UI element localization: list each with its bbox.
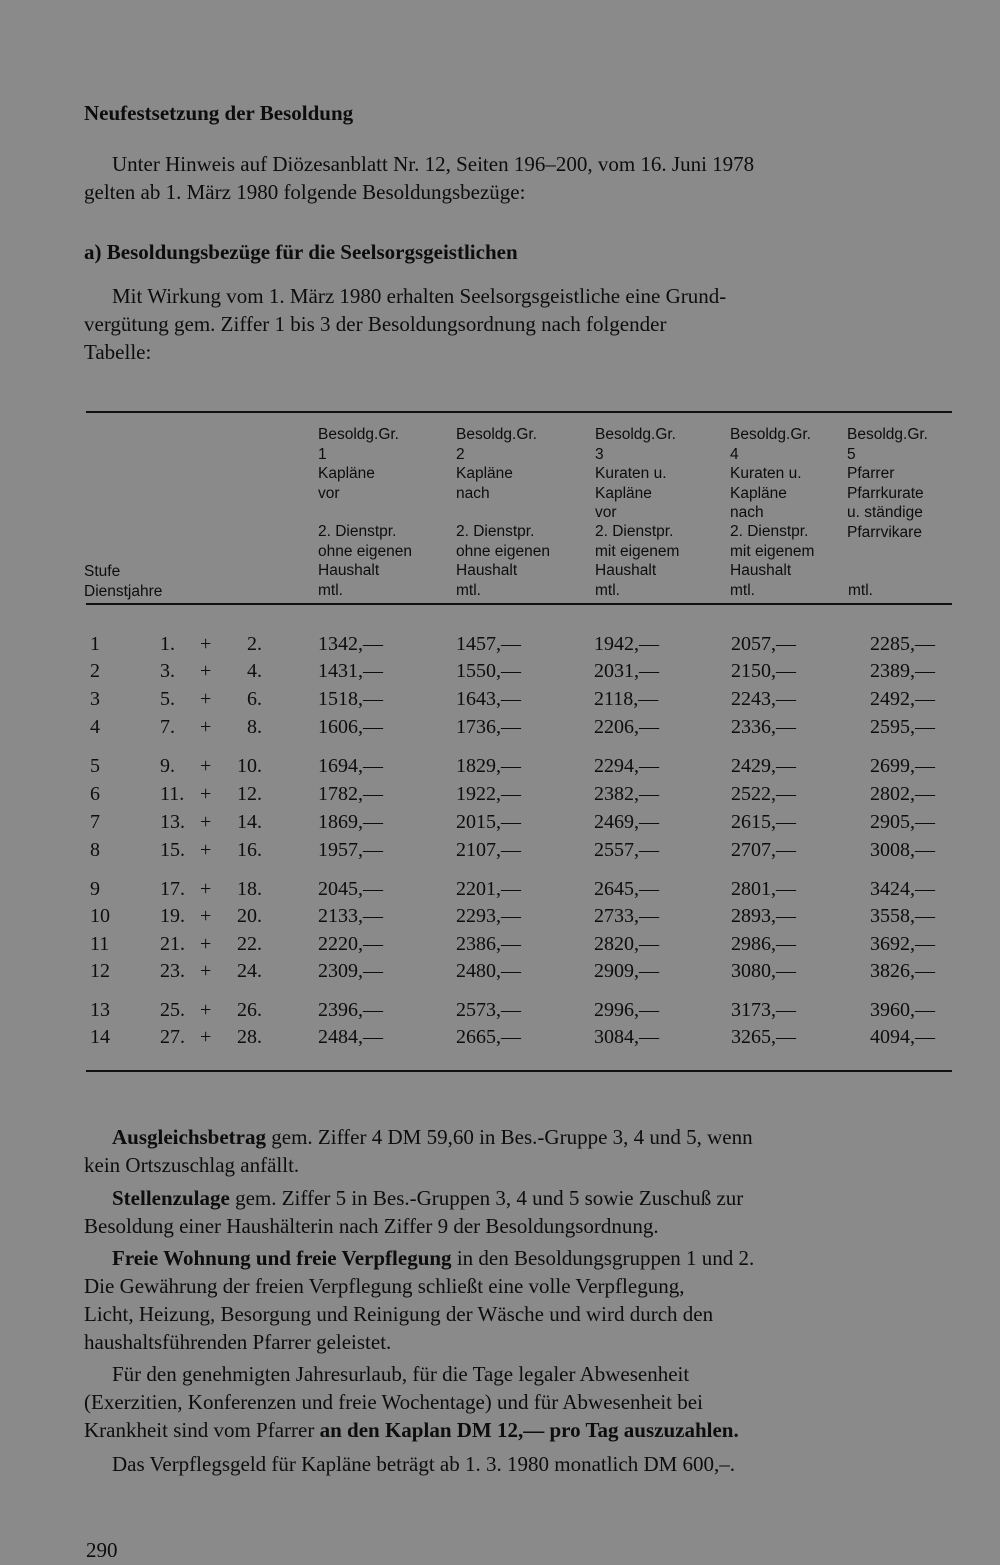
table-row <box>0 839 1000 866</box>
salary-cell-gr2: 1922,— <box>456 783 521 805</box>
salary-cell-gr2: 2386,— <box>456 933 521 955</box>
stub-header <box>84 562 162 601</box>
salary-cell-gr5: 2595,— <box>870 716 935 738</box>
stufe-cell: 3 <box>90 688 100 710</box>
table-row <box>0 999 1000 1026</box>
salary-cell-gr1: 2484,— <box>318 1026 383 1048</box>
note-wohnung-bold: Freie Wohnung und freie Verpflegung <box>112 1246 452 1270</box>
salary-cell-gr1: 2220,— <box>318 933 383 955</box>
col-header-3-bottom: 2. Dienstpr. mit eigenem Haushalt mtl. <box>595 523 680 599</box>
table-row <box>0 1026 1000 1053</box>
salary-cell-gr4: 2243,— <box>731 688 796 710</box>
plus-sign: + <box>200 716 212 738</box>
plus-sign: + <box>200 688 212 710</box>
stufe-cell: 8 <box>90 839 100 861</box>
dienstjahr-end-cell: 14. <box>237 811 262 833</box>
salary-cell-gr1: 2133,— <box>318 905 383 927</box>
salary-cell-gr2: 1550,— <box>456 660 521 682</box>
note-wohnung-line-4: haushaltsführenden Pfarrer geleistet. <box>84 1330 392 1354</box>
note-wohnung-line-2: Die Gewährung der freien Verpflegung schließt eine volle Verpflegung, <box>84 1274 685 1298</box>
salary-cell-gr3: 2031,— <box>594 660 659 682</box>
salary-cell-gr3: 3084,— <box>594 1026 659 1048</box>
col-header-1-bottom: 2. Dienstpr. ohne eigenen Haushalt mtl. <box>318 523 412 599</box>
table-row <box>0 960 1000 987</box>
stufe-cell: 14 <box>90 1026 110 1048</box>
table-row <box>0 905 1000 932</box>
plus-sign: + <box>200 960 212 982</box>
stufe-cell: 6 <box>90 783 100 805</box>
table-row <box>0 716 1000 743</box>
salary-cell-gr5: 3826,— <box>870 960 935 982</box>
salary-cell-gr3: 2733,— <box>594 905 659 927</box>
note-stellenzulage-bold: Stellenzulage <box>112 1186 230 1210</box>
table-row <box>0 933 1000 960</box>
table-row <box>0 811 1000 838</box>
salary-cell-gr4: 2893,— <box>731 905 796 927</box>
salary-cell-gr5: 2492,— <box>870 688 935 710</box>
salary-cell-gr2: 2201,— <box>456 878 521 900</box>
note-urlaub <box>84 1360 952 1444</box>
stufe-cell: 5 <box>90 755 100 777</box>
dienstjahr-end-cell: 6. <box>247 688 262 710</box>
salary-cell-gr2: 2107,— <box>456 839 521 861</box>
section-a-line-3: Tabelle: <box>84 340 152 364</box>
dienstjahr-start-cell: 9. <box>160 755 175 777</box>
salary-cell-gr4: 2707,— <box>731 839 796 861</box>
dienstjahr-start-cell: 27. <box>160 1026 185 1048</box>
col-header-4-bottom: 2. Dienstpr. mit eigenem Haushalt mtl. <box>730 523 815 599</box>
stufe-cell: 7 <box>90 811 100 833</box>
salary-cell-gr3: 2294,— <box>594 755 659 777</box>
salary-cell-gr5: 3692,— <box>870 933 935 955</box>
salary-cell-gr3: 2469,— <box>594 811 659 833</box>
salary-cell-gr1: 2045,— <box>318 878 383 900</box>
plus-sign: + <box>200 999 212 1021</box>
salary-cell-gr1: 1869,— <box>318 811 383 833</box>
plus-sign: + <box>200 811 212 833</box>
stufe-cell: 4 <box>90 716 100 738</box>
plus-sign: + <box>200 783 212 805</box>
col-header-5-bottom: mtl. <box>848 582 873 599</box>
salary-cell-gr1: 1342,— <box>318 633 383 655</box>
plus-sign: + <box>200 1026 212 1048</box>
table-row <box>0 633 1000 660</box>
dienstjahr-start-cell: 15. <box>160 839 185 861</box>
note-verpflegsgeld <box>84 1450 952 1478</box>
table-row <box>0 783 1000 810</box>
dienstjahr-end-cell: 22. <box>237 933 262 955</box>
plus-sign: + <box>200 660 212 682</box>
salary-cell-gr3: 1942,— <box>594 633 659 655</box>
dienstjahr-start-cell: 23. <box>160 960 185 982</box>
intro-line-1: Unter Hinweis auf Diözesanblatt Nr. 12, Seiten 196–200, vom 16. Juni 1978 <box>112 152 755 176</box>
note-stellenzulage-line-1: gem. Ziffer 5 in Bes.-Gruppen 3, 4 und 5 sowie Zuschuß zur <box>229 1186 744 1210</box>
table-row <box>0 688 1000 715</box>
stufe-cell: 2 <box>90 660 100 682</box>
intro-paragraph <box>84 150 952 206</box>
col-header-2-top: Besoldg.Gr. 2 Kapläne nach <box>456 426 537 502</box>
col-header-3-top: Besoldg.Gr. 3 Kuraten u. Kapläne vor <box>595 426 676 521</box>
note-ausgleichsbetrag-line-1: gem. Ziffer 4 DM 59,60 in Bes.-Gruppe 3, 4 und 5, wenn <box>266 1125 753 1149</box>
dienstjahr-end-cell: 8. <box>247 716 262 738</box>
stufe-cell: 11 <box>90 933 110 955</box>
stufe-cell: 12 <box>90 960 110 982</box>
salary-cell-gr3: 2206,— <box>594 716 659 738</box>
note-wohnung-line-1: in den Besoldungsgruppen 1 und 2. <box>451 1246 755 1270</box>
salary-cell-gr4: 2522,— <box>731 783 796 805</box>
salary-cell-gr1: 1694,— <box>318 755 383 777</box>
section-a-text <box>84 282 952 366</box>
salary-cell-gr5: 3558,— <box>870 905 935 927</box>
salary-cell-gr5: 4094,— <box>870 1026 935 1048</box>
dienstjahr-end-cell: 12. <box>237 783 262 805</box>
table-header-rule <box>86 603 952 605</box>
note-ausgleichsbetrag-bold: Ausgleichsbetrag <box>112 1125 266 1149</box>
salary-cell-gr1: 1606,— <box>318 716 383 738</box>
salary-cell-gr2: 2293,— <box>456 905 521 927</box>
salary-cell-gr5: 3424,— <box>870 878 935 900</box>
salary-cell-gr2: 1457,— <box>456 633 521 655</box>
salary-cell-gr5: 3960,— <box>870 999 935 1021</box>
salary-cell-gr3: 2557,— <box>594 839 659 861</box>
salary-cell-gr1: 2309,— <box>318 960 383 982</box>
salary-cell-gr3: 2820,— <box>594 933 659 955</box>
dienstjahr-start-cell: 1. <box>160 633 175 655</box>
note-verpflegsgeld-text: Das Verpflegsgeld für Kapläne beträgt ab 1. 3. 1980 monatlich DM 600,–. <box>112 1452 736 1476</box>
plus-sign: + <box>200 933 212 955</box>
salary-cell-gr4: 2057,— <box>731 633 796 655</box>
salary-cell-gr2: 1829,— <box>456 755 521 777</box>
salary-cell-gr4: 2429,— <box>731 755 796 777</box>
stufe-cell: 10 <box>90 905 110 927</box>
salary-cell-gr4: 2615,— <box>731 811 796 833</box>
salary-cell-gr2: 2480,— <box>456 960 521 982</box>
note-urlaub-bold: an den Kaplan DM 12,— pro Tag auszuzahlen. <box>319 1418 739 1442</box>
dienstjahr-end-cell: 26. <box>237 999 262 1021</box>
intro-line-2: gelten ab 1. März 1980 folgende Besoldungsbezüge: <box>84 180 526 204</box>
stufe-cell: 9 <box>90 878 100 900</box>
salary-cell-gr5: 2285,— <box>870 633 935 655</box>
dienstjahr-start-cell: 7. <box>160 716 175 738</box>
salary-cell-gr2: 1643,— <box>456 688 521 710</box>
dienstjahr-end-cell: 4. <box>247 660 262 682</box>
plus-sign: + <box>200 755 212 777</box>
note-urlaub-line-3: Krankheit sind vom Pfarrer <box>84 1418 320 1442</box>
section-a-line-1: Mit Wirkung vom 1. März 1980 erhalten Seelsorgsgeistliche eine Grund- <box>112 284 727 308</box>
salary-cell-gr5: 2802,— <box>870 783 935 805</box>
salary-cell-gr4: 2150,— <box>731 660 796 682</box>
dienstjahr-end-cell: 28. <box>237 1026 262 1048</box>
salary-cell-gr1: 1518,— <box>318 688 383 710</box>
col-header-1-top: Besoldg.Gr. 1 Kapläne vor <box>318 426 399 502</box>
note-urlaub-line-1: Für den genehmigten Jahresurlaub, für die Tage legaler Abwesenheit <box>112 1362 690 1386</box>
stub-header-stufe: Stufe <box>84 563 121 580</box>
plus-sign: + <box>200 878 212 900</box>
note-wohnung <box>84 1244 952 1356</box>
note-stellenzulage-line-2: Besoldung einer Haushälterin nach Ziffer 9 der Besoldungsordnung. <box>84 1214 659 1238</box>
stub-header-dienstjahre: Dienstjahre <box>84 582 163 600</box>
salary-cell-gr2: 2665,— <box>456 1026 521 1048</box>
dienstjahr-start-cell: 21. <box>160 933 185 955</box>
salary-cell-gr2: 2015,— <box>456 811 521 833</box>
salary-cell-gr2: 1736,— <box>456 716 521 738</box>
dienstjahr-end-cell: 20. <box>237 905 262 927</box>
salary-cell-gr3: 2645,— <box>594 878 659 900</box>
dienstjahr-start-cell: 3. <box>160 660 175 682</box>
note-stellenzulage <box>84 1184 952 1240</box>
salary-cell-gr5: 3008,— <box>870 839 935 861</box>
salary-cell-gr3: 2118,— <box>594 688 659 710</box>
salary-cell-gr4: 3173,— <box>731 999 796 1021</box>
dienstjahr-start-cell: 11. <box>160 783 185 805</box>
salary-cell-gr1: 1782,— <box>318 783 383 805</box>
salary-cell-gr3: 2996,— <box>594 999 659 1021</box>
dienstjahr-start-cell: 17. <box>160 878 185 900</box>
table-row <box>0 878 1000 905</box>
dienstjahr-start-cell: 13. <box>160 811 185 833</box>
dienstjahr-start-cell: 5. <box>160 688 175 710</box>
page-number: 290 <box>86 1538 118 1562</box>
col-header-4-top: Besoldg.Gr. 4 Kuraten u. Kapläne nach <box>730 426 811 521</box>
dienstjahr-start-cell: 25. <box>160 999 185 1021</box>
table-row <box>0 660 1000 687</box>
salary-cell-gr4: 3265,— <box>731 1026 796 1048</box>
salary-cell-gr1: 1957,— <box>318 839 383 861</box>
dienstjahr-end-cell: 18. <box>237 878 262 900</box>
salary-cell-gr5: 2699,— <box>870 755 935 777</box>
note-ausgleichsbetrag-line-2: kein Ortszuschlag anfällt. <box>84 1153 300 1177</box>
table-top-rule <box>86 411 952 413</box>
page-title: Neufestsetzung der Besoldung <box>84 101 354 125</box>
salary-cell-gr4: 2986,— <box>731 933 796 955</box>
salary-cell-gr3: 2382,— <box>594 783 659 805</box>
salary-cell-gr4: 2801,— <box>731 878 796 900</box>
note-wohnung-line-3: Licht, Heizung, Besorgung und Reinigung der Wäsche und wird durch den <box>84 1302 714 1326</box>
stufe-cell: 1 <box>90 633 100 655</box>
dienstjahr-end-cell: 10. <box>237 755 262 777</box>
dienstjahr-end-cell: 24. <box>237 960 262 982</box>
table-bottom-rule <box>86 1070 952 1072</box>
salary-cell-gr1: 2396,— <box>318 999 383 1021</box>
salary-cell-gr4: 2336,— <box>731 716 796 738</box>
salary-cell-gr5: 2905,— <box>870 811 935 833</box>
dienstjahr-end-cell: 2. <box>247 633 262 655</box>
salary-cell-gr5: 2389,— <box>870 660 935 682</box>
note-urlaub-line-2: (Exerzitien, Konferenzen und freie Wochentage) und für Abwesenheit bei <box>84 1390 703 1414</box>
plus-sign: + <box>200 633 212 655</box>
col-header-5-top: Besoldg.Gr. 5 Pfarrer Pfarrkurate u. ständige Pfarrvikare <box>847 426 928 541</box>
salary-cell-gr2: 2573,— <box>456 999 521 1021</box>
note-ausgleichsbetrag <box>84 1123 952 1179</box>
table-row <box>0 755 1000 782</box>
stufe-cell: 13 <box>90 999 110 1021</box>
salary-cell-gr1: 1431,— <box>318 660 383 682</box>
dienstjahr-end-cell: 16. <box>237 839 262 861</box>
plus-sign: + <box>200 839 212 861</box>
salary-cell-gr3: 2909,— <box>594 960 659 982</box>
section-a-line-2: vergütung gem. Ziffer 1 bis 3 der Besoldungsordnung nach folgender <box>84 312 667 336</box>
section-a-heading: a) Besoldungsbezüge für die Seelsorgsgeistlichen <box>84 240 518 264</box>
plus-sign: + <box>200 905 212 927</box>
salary-cell-gr4: 3080,— <box>731 960 796 982</box>
dienstjahr-start-cell: 19. <box>160 905 185 927</box>
col-header-2-bottom: 2. Dienstpr. ohne eigenen Haushalt mtl. <box>456 523 550 599</box>
